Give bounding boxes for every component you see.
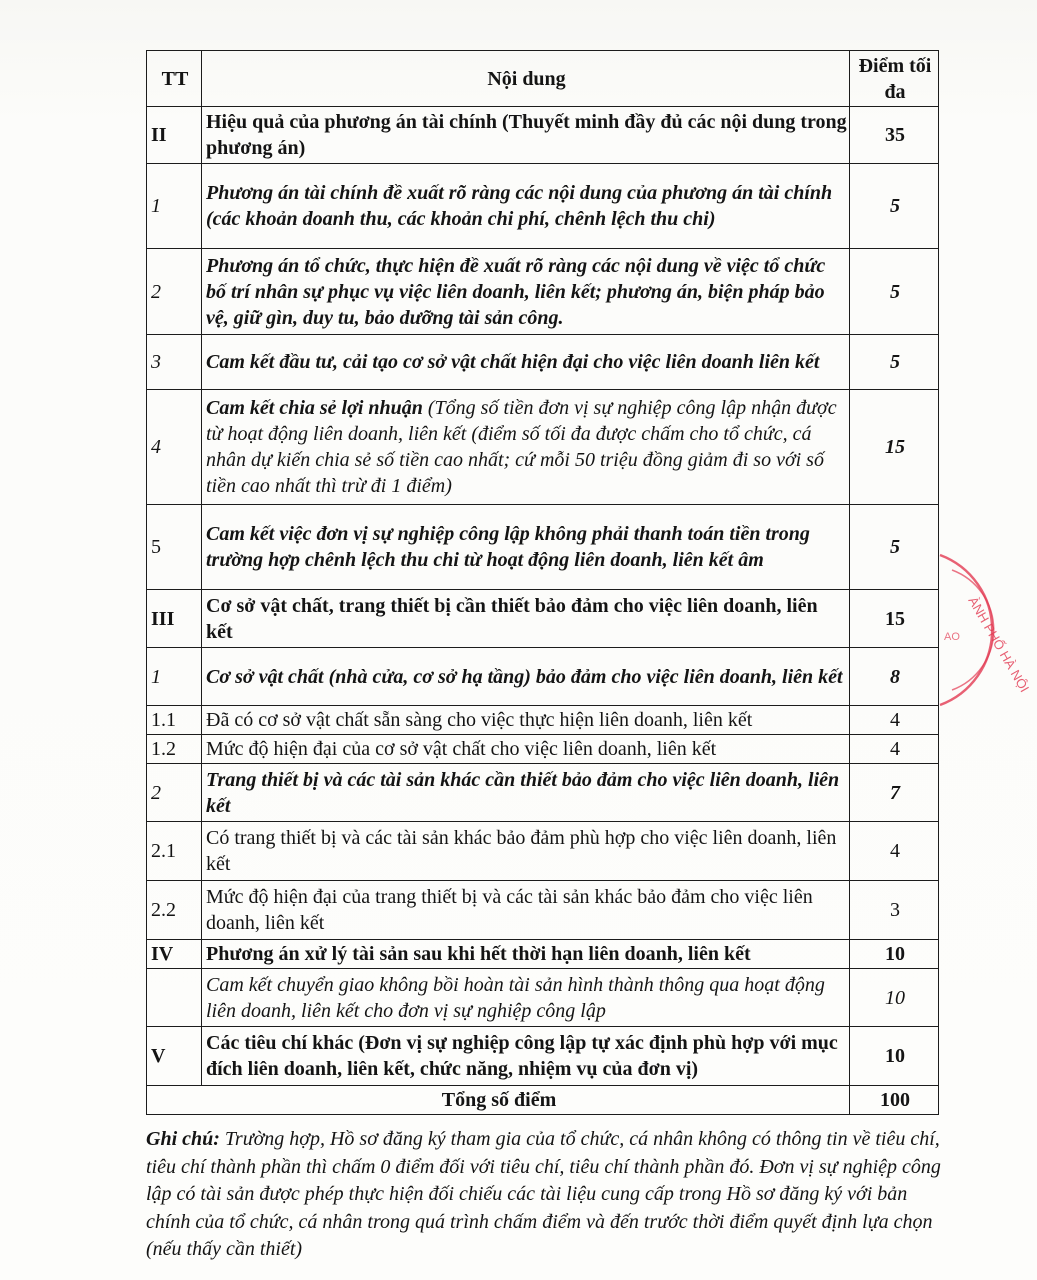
table-row — [147, 505, 939, 590]
row-points: 15 — [850, 390, 939, 505]
row-content: Đã có cơ sở vật chất sẵn sàng cho việc thực hiện liên doanh, liên kết — [202, 706, 850, 735]
row-content: Có trang thiết bị và các tài sản khác bảo đảm phù hợp cho việc liên doanh, liên kết — [202, 822, 850, 881]
scoring-table — [146, 50, 939, 1115]
table-row — [147, 881, 939, 940]
row-content: Phương án xử lý tài sản sau khi hết thời hạn liên doanh, liên kết — [202, 940, 850, 969]
row-tt: IV — [147, 940, 202, 969]
row-tt: 1.1 — [147, 706, 202, 735]
row-content: Các tiêu chí khác (Đơn vị sự nghiệp công lập tự xác định phù hợp với mục đích liên doanh, liên kết, chức năng, nhiệm vụ của đơn vị) — [202, 1027, 850, 1086]
table-header-row — [147, 51, 939, 107]
table-row — [147, 1027, 939, 1086]
row-tt: 2.2 — [147, 881, 202, 940]
table-row — [147, 735, 939, 764]
row-points: 10 — [850, 940, 939, 969]
header-content: Nội dung — [202, 51, 850, 107]
row-tt: V — [147, 1027, 202, 1086]
row-content: Phương án tổ chức, thực hiện đề xuất rõ ràng các nội dung về việc tổ chức bố trí nhân sự phục vụ việc liên doanh, liên kết; phương án, biện pháp bảo vệ, giữ gìn, duy tu, bảo dưỡng tài sản công. — [202, 249, 850, 335]
row-tt: 1 — [147, 164, 202, 249]
row-content: Mức độ hiện đại của cơ sở vật chất cho việc liên doanh, liên kết — [202, 735, 850, 764]
row-points: 3 — [850, 881, 939, 940]
row-tt: 5 — [147, 505, 202, 590]
row-points: 35 — [850, 107, 939, 164]
header-points: Điểm tối đa — [850, 51, 939, 107]
row-content: Hiệu quả của phương án tài chính (Thuyết minh đầy đủ các nội dung trong phương án) — [202, 107, 850, 164]
row-points: 4 — [850, 822, 939, 881]
table-row — [147, 164, 939, 249]
footnote-label: Ghi chú: — [146, 1128, 220, 1150]
row-points: 5 — [850, 164, 939, 249]
row-points: 8 — [850, 648, 939, 706]
row-points: 7 — [850, 764, 939, 822]
row-points: 5 — [850, 505, 939, 590]
table-row — [147, 335, 939, 390]
table-row — [147, 706, 939, 735]
row-tt: 2 — [147, 249, 202, 335]
total-row — [147, 1086, 939, 1115]
table-row — [147, 249, 939, 335]
row-content: Cam kết chuyển giao không bồi hoàn tài sản hình thành thông qua hoạt động liên doanh, liên kết cho đơn vị sự nghiệp công lập — [202, 969, 850, 1027]
row-content-bold: Cam kết chia sẻ lợi nhuận — [206, 397, 423, 419]
stamp-text: ÀNH PHỐ HÀ NỘI — [965, 594, 1033, 695]
row-content: Cơ sở vật chất, trang thiết bị cần thiết bảo đảm cho việc liên doanh, liên kết — [202, 590, 850, 648]
row-content-rest: (Tổng số tiền đơn vị sự nghiệp công lập nhận được từ hoạt động liên doanh, liên kết (điểm số tối đa được chấm cho tổ chức, cá nhân dự kiến chia sẻ số tiền cao nhất; cứ mỗi 50 triệu đồng giảm đi so với số tiền cao nhất thì trừ đi 1 điểm) — [206, 397, 837, 497]
row-tt — [147, 969, 202, 1027]
row-content: Phương án tài chính đề xuất rõ ràng các nội dung của phương án tài chính (các khoản doanh thu, các khoản chi phí, chênh lệch thu chi) — [202, 164, 850, 249]
total-points: 100 — [850, 1086, 939, 1115]
row-content: Mức độ hiện đại của trang thiết bị và các tài sản khác bảo đảm cho việc liên doanh, liên kết — [202, 881, 850, 940]
row-tt: 1 — [147, 648, 202, 706]
table-row — [147, 590, 939, 648]
row-points: 4 — [850, 706, 939, 735]
footnote-text: Trường hợp, Hồ sơ đăng ký tham gia của tổ chức, cá nhân không có thông tin về tiêu chí, tiêu chí thành phần thì chấm 0 điểm đối với tiêu chí, tiêu chí thành phần đó. Đơn vị sự nghiệp công lập có tài sản được phép thực hiện đối chiếu các tài liệu cung cấp trong Hồ sơ đăng ký với bản chính của tổ chức, cá nhân trong quá trình chấm điểm và đến trước thời điểm quyết định lựa chọn (nếu thấy cần thiết) — [146, 1128, 941, 1260]
table-row — [147, 107, 939, 164]
table-row — [147, 822, 939, 881]
row-tt: 3 — [147, 335, 202, 390]
row-points: 15 — [850, 590, 939, 648]
row-tt: 1.2 — [147, 735, 202, 764]
row-points: 10 — [850, 1027, 939, 1086]
row-content: Trang thiết bị và các tài sản khác cần thiết bảo đảm cho việc liên doanh, liên kết — [202, 764, 850, 822]
row-points: 4 — [850, 735, 939, 764]
row-tt: II — [147, 107, 202, 164]
row-tt: 2.1 — [147, 822, 202, 881]
footnote — [146, 1126, 946, 1264]
row-points: 5 — [850, 335, 939, 390]
row-points: 10 — [850, 969, 939, 1027]
row-content: Cam kết việc đơn vị sự nghiệp công lập không phải thanh toán tiền trong trường hợp chênh lệch thu chi từ hoạt động liên doanh, liên kết âm — [202, 505, 850, 590]
table-row — [147, 969, 939, 1027]
total-label: Tổng số điểm — [147, 1086, 850, 1115]
table-row — [147, 390, 939, 505]
red-seal-stamp — [930, 540, 1033, 720]
row-tt: 4 — [147, 390, 202, 505]
row-content: Cam kết đầu tư, cải tạo cơ sở vật chất hiện đại cho việc liên doanh liên kết — [202, 335, 850, 390]
row-tt: 2 — [147, 764, 202, 822]
table-row — [147, 764, 939, 822]
row-content — [202, 390, 850, 505]
table-row — [147, 940, 939, 969]
stamp-inner-text: AO — [944, 631, 960, 643]
row-points: 5 — [850, 249, 939, 335]
table-row — [147, 648, 939, 706]
header-tt: TT — [147, 51, 202, 107]
row-tt: III — [147, 590, 202, 648]
row-content: Cơ sở vật chất (nhà cửa, cơ sở hạ tầng) bảo đảm cho việc liên doanh, liên kết — [202, 648, 850, 706]
